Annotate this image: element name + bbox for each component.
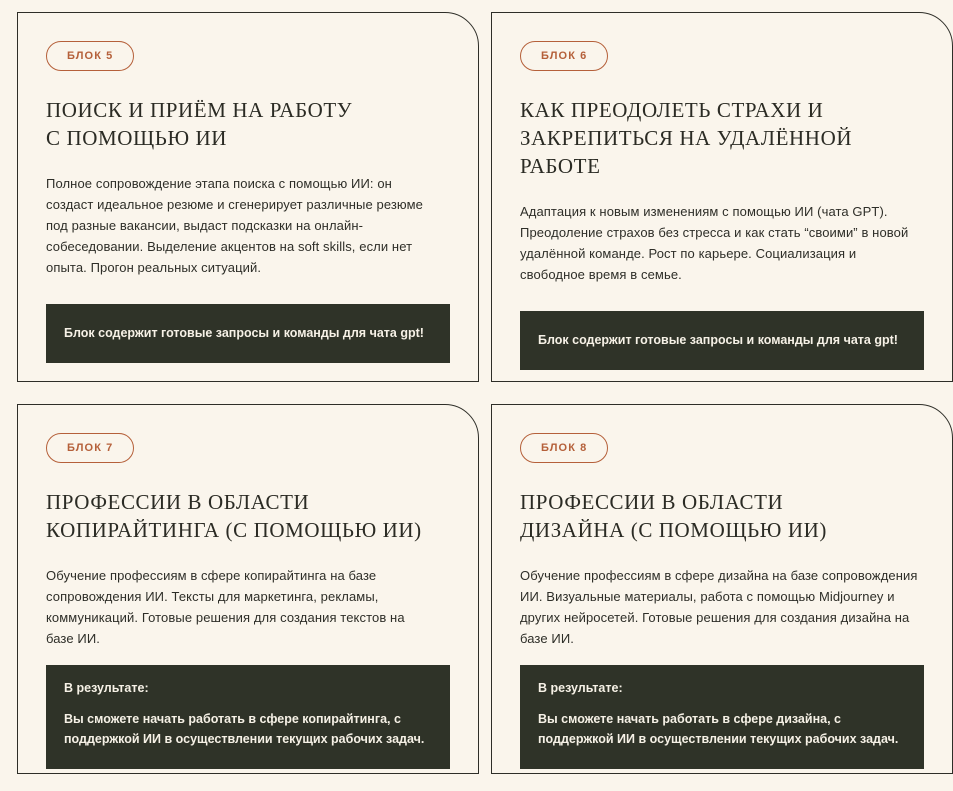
block-note (46, 665, 450, 769)
block-title-line: КАК ПРЕОДОЛЕТЬ СТРАХИ И (520, 98, 824, 122)
block-note-text: Вы сможете начать работать в сфере дизайна, с поддержкой ИИ в осуществлении текущих рабочих задач. (538, 712, 899, 747)
course-block-card (491, 12, 953, 382)
course-block-card (491, 404, 953, 774)
block-note-heading: В результате: (64, 681, 149, 696)
block-title-line: ПРОФЕССИИ В ОБЛАСТИ (46, 490, 310, 514)
course-block-card (17, 12, 479, 382)
block-badge: БЛОК 5 (46, 41, 134, 71)
block-note (46, 304, 450, 363)
block-badge: БЛОК 8 (520, 433, 608, 463)
block-description: Полное сопровождение этапа поиска с помощью ИИ: он создаст идеальное резюме и сгенерирует различные резюме под разные вакансии, выдаст подсказки на онлайн-собеседовании. Выделение акцентов на soft skills, если нет опыта. Прогон реальных ситуаций. (46, 175, 424, 276)
block-title (520, 97, 924, 181)
block-title (46, 97, 450, 153)
block-title-line: С ПОМОЩЬЮ ИИ (46, 125, 228, 150)
block-badge: БЛОК 6 (520, 41, 608, 71)
block-title-line: ДИЗАЙНА (С ПОМОЩЬЮ ИИ) (520, 517, 827, 542)
block-title-line: ПРОФЕССИИ В ОБЛАСТИ (520, 490, 784, 514)
course-block-card (17, 404, 479, 774)
block-title-line: КОПИРАЙТИНГА (С ПОМОЩЬЮ ИИ) (46, 517, 422, 542)
block-note-text: Вы сможете начать работать в сфере копирайтинга, с поддержкой ИИ в осуществлении текущих рабочих задач. (64, 712, 425, 747)
block-note (520, 311, 924, 370)
block-description: Адаптация к новым изменениям с помощью ИИ (чата GPT). Преодоление страхов без стресса и как стать “своими” в новой удалённой команде. Рост по карьере. Социализация и свободное время в семье. (520, 203, 909, 282)
block-badge: БЛОК 7 (46, 433, 134, 463)
block-note-text: Блок содержит готовые запросы и команды для чата gpt! (538, 332, 898, 347)
block-title (520, 489, 924, 545)
block-description: Обучение профессиям в сфере копирайтинга на базе сопровождения ИИ. Тексты для маркетинга, рекламы, коммуникаций. Готовые решения для создания текстов на базе ИИ. (46, 567, 405, 646)
block-note-heading: В результате: (538, 681, 623, 696)
block-title (46, 489, 450, 545)
block-title-line: ЗАКРЕПИТЬСЯ НА УДАЛЁННОЙ РАБОТЕ (520, 125, 853, 178)
block-description: Обучение профессиям в сфере дизайна на базе сопровождения ИИ. Визуальные материалы, работа с помощью Midjourney и других нейросетей. Готовые решения для создания дизайна на базе ИИ. (520, 567, 918, 646)
block-note (520, 665, 924, 769)
block-note-text: Блок содержит готовые запросы и команды для чата gpt! (64, 326, 424, 341)
block-title-line: ПОИСК И ПРИЁМ НА РАБОТУ (46, 98, 353, 122)
